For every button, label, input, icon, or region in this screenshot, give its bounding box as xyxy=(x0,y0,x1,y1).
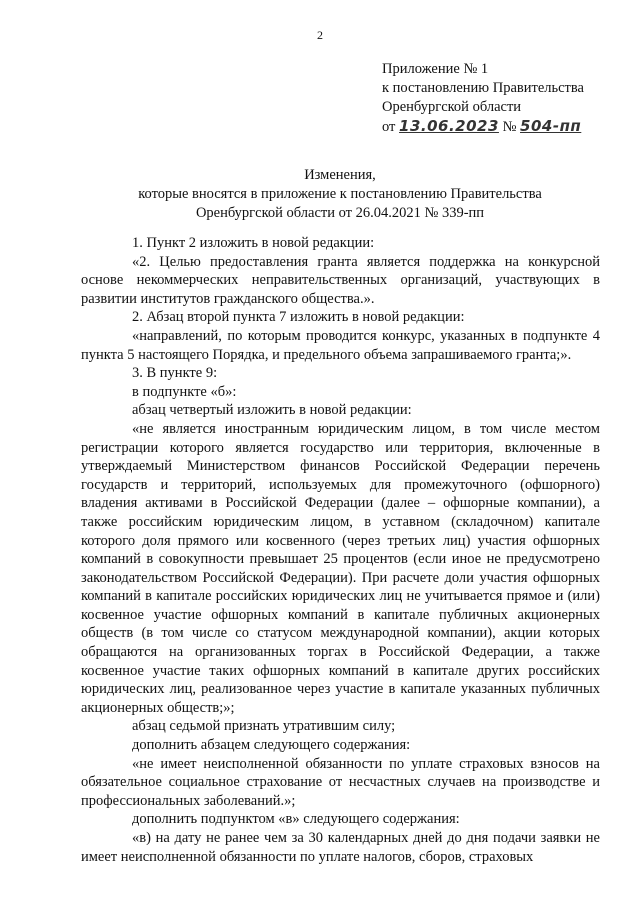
paragraph-abzac-7: абзац седьмой признать утратившим силу; xyxy=(132,718,396,735)
page-number: 2 xyxy=(317,28,323,42)
paragraph-item-2: 2. Абзац второй пункта 7 изложить в новой редакции: xyxy=(132,309,465,326)
handwritten-date: 13.06.2023 xyxy=(399,117,499,135)
paragraph-quote-3: «не является иностранным юридическим лицом, в том числе местом регистрации которого является государство или территория, включенные в утверждаемый Министерством финансов Российской Федерации перечень государств и территорий, используемых для промежуточного (офшорного) владения активами в Российской Федерации (далее – офшорные компании), а также российским юридическим лицом, в уставном (складочном) капитале которого доля прямого или косвенного (через третьих лиц) участия офшорных компаний в совокупности превышает 25 процентов (если иное не предусмотрено законодательством Российской Федерации). При расчете доли участия офшорных компаний в капитале российских юридических лиц не учитывается прямое и (или) косвенное участие офшорных компаний в капитале публичных акционерных обществ (в том числе со статусом международной компании), акции которых обращаются на организованных торгах в Российской Федерации, а также косвенное участие таких офшорных компаний в капитале других российских юридических лиц, реализованное через участие в капитале указанных публичных акционерных обществ;»; xyxy=(81,420,600,716)
appendix-header xyxy=(382,60,632,137)
number-sign: № xyxy=(502,119,517,135)
paragraph-quote-1: «2. Целью предоставления гранта является поддержка на конкурсной основе некоммерческих неправительственных организаций, участвующих в развитии институтов гражданского общества.». xyxy=(81,253,600,307)
appendix-resolution-line: к постановлению Правительства xyxy=(382,80,584,96)
document-title xyxy=(60,166,620,223)
appendix-region-line: Оренбургской области xyxy=(382,99,522,115)
title-line-2: которые вносятся в приложение к постановлению Правительства xyxy=(138,186,542,202)
paragraph-subitem-b: в подпункте «б»: xyxy=(132,383,237,400)
paragraph-quote-4: «не имеет неисполненной обязанности по уплате страховых взносов на обязательное социальное страхование от несчастных случаев на производстве и профессиональных заболеваний.»; xyxy=(81,755,600,809)
document-body xyxy=(81,234,600,866)
title-heading: Изменения, xyxy=(304,167,376,183)
handwritten-number: 504-пп xyxy=(520,117,582,135)
paragraph-add-subitem: дополнить подпунктом «в» следующего содержания: xyxy=(132,811,460,828)
paragraph-item-1: 1. Пункт 2 изложить в новой редакции: xyxy=(132,235,375,251)
appendix-date-line xyxy=(382,117,632,137)
paragraph-abzac-4: абзац четвертый изложить в новой редакции: xyxy=(132,402,412,419)
date-prefix: от xyxy=(382,119,396,135)
paragraph-quote-2: «направлений, по которым проводится конкурс, указанных в подпункте 4 пункта 5 настоящего Порядка, и предельного объема запрашиваемого гранта;». xyxy=(81,327,600,363)
appendix-title: Приложение № 1 xyxy=(382,61,489,77)
paragraph-add-abzac: дополнить абзацем следующего содержания: xyxy=(132,737,411,754)
paragraph-quote-5: «в) на дату не ранее чем за 30 календарных дней до дня подачи заявки не имеет неисполненной обязанности по уплате налогов, сборов, страховых xyxy=(81,830,600,865)
paragraph-item-3: 3. В пункте 9: xyxy=(132,365,218,382)
title-line-3: Оренбургской области от 26.04.2021 № 339-пп xyxy=(195,205,485,221)
